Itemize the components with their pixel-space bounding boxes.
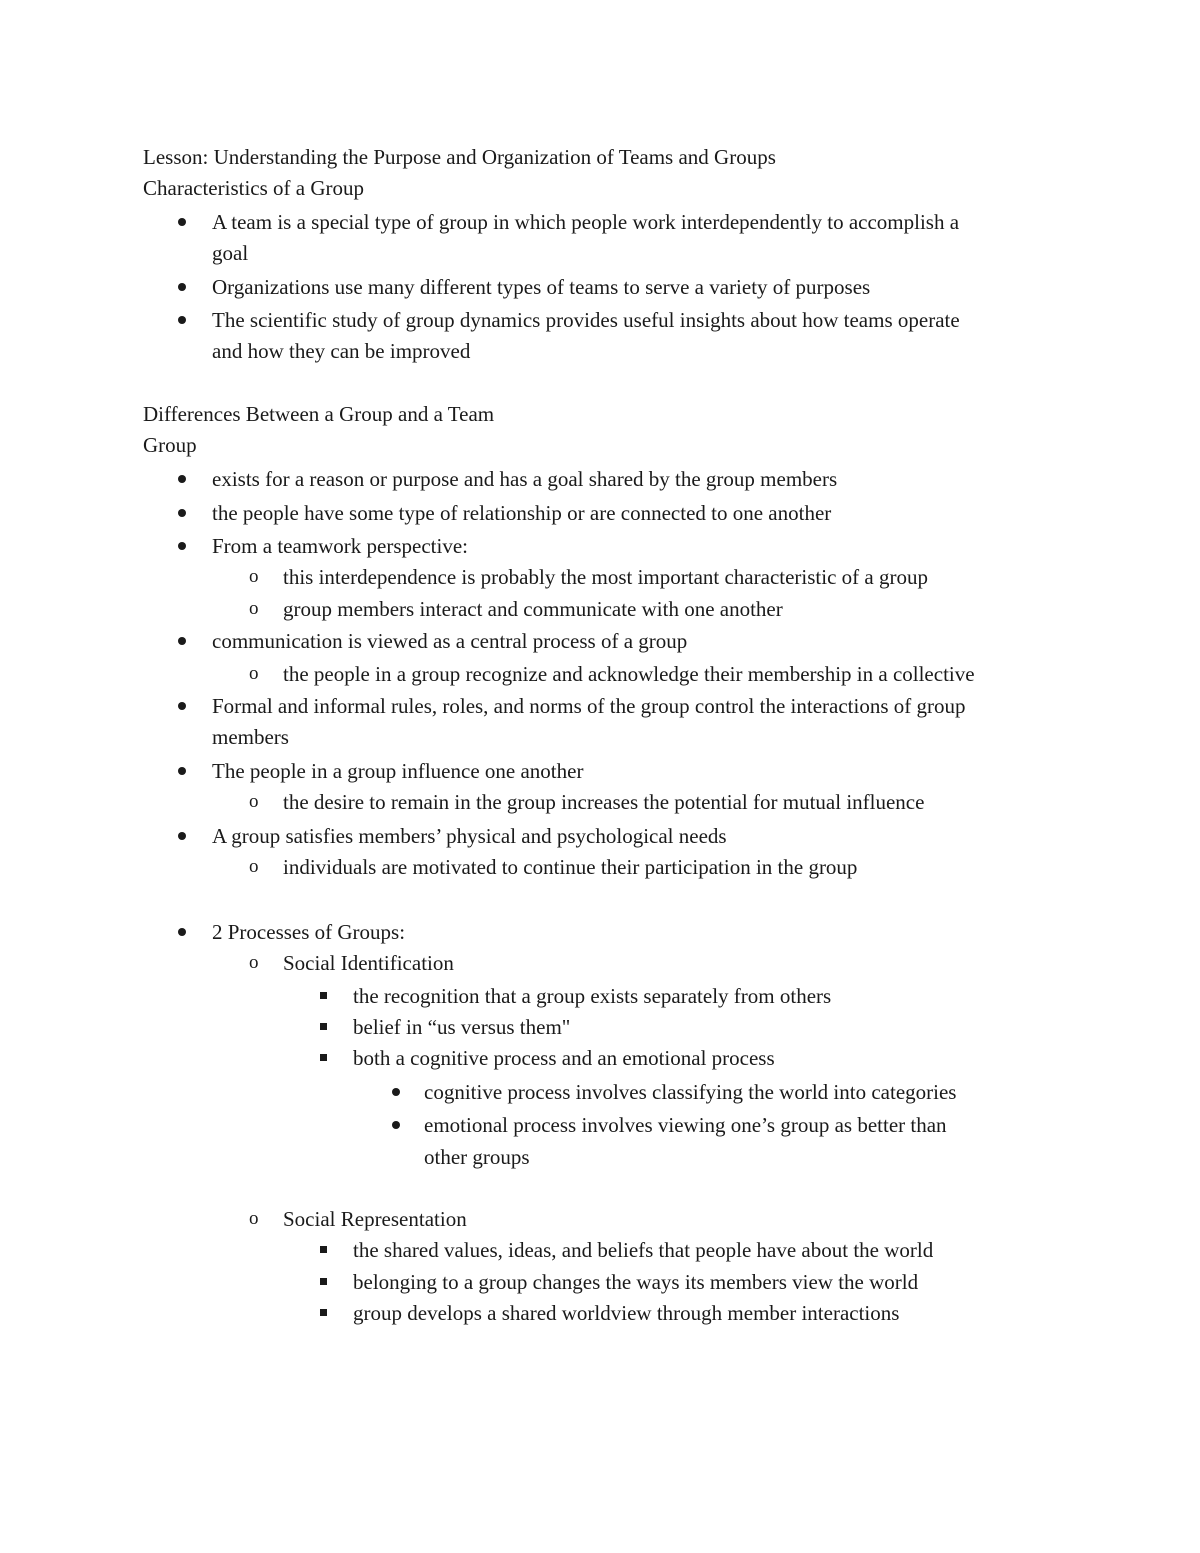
hollow-bullet-icon: o: [249, 1208, 259, 1229]
sub-sub-list-item: [0, 980, 1200, 1012]
list-item: [0, 755, 1200, 787]
list-item: [0, 206, 1200, 238]
sub-list-item: [0, 593, 1200, 625]
level4-list-item: [0, 1109, 1200, 1141]
list-item-text: The scientific study of group dynamics provides useful insights about how teams operate: [212, 308, 960, 332]
section-heading: Characteristics of a Group: [143, 176, 365, 200]
level4-list-item-text: cognitive process involves classifying the world into categories: [424, 1080, 957, 1104]
list-item: [0, 916, 1200, 948]
list-item-text: goal: [212, 241, 249, 265]
sub-sub-list-item: [0, 1297, 1200, 1329]
sub-sub-list-item-text: the shared values, ideas, and beliefs that people have about the world: [353, 1238, 934, 1262]
level4-list-item: [0, 1076, 1200, 1108]
list-item: [0, 463, 1200, 495]
list-item-continuation: [0, 237, 1200, 269]
lesson-title: Lesson: Understanding the Purpose and Organization of Teams and Groups: [143, 145, 776, 169]
list-item: [0, 530, 1200, 562]
sub-sub-list-item-text: belief in “us versus them": [353, 1015, 571, 1039]
sub-list-item: [0, 947, 1200, 979]
sub-list-item-text: this interdependence is probably the most important characteristic of a group: [283, 565, 928, 589]
sub-sub-list-item: [0, 1011, 1200, 1043]
subheading: Group: [143, 433, 197, 457]
list-item: [0, 820, 1200, 852]
hollow-bullet-icon: o: [249, 952, 259, 973]
list-item-text: the people have some type of relationship or are connected to one another: [212, 501, 832, 525]
level4-list-item-text: other groups: [424, 1145, 530, 1169]
list-item-text: exists for a reason or purpose and has a goal shared by the group members: [212, 467, 838, 491]
list-item-text: members: [212, 725, 289, 749]
list-item: [0, 304, 1200, 336]
hollow-bullet-icon: o: [249, 791, 259, 812]
sub-sub-list-item-text: group develops a shared worldview through member interactions: [353, 1301, 900, 1325]
sub-list-item-text: the desire to remain in the group increases the potential for mutual influence: [283, 790, 925, 814]
sub-sub-list-item: [0, 1234, 1200, 1266]
level4-list-item-continuation: [0, 1141, 1200, 1173]
sub-list-item-text: Social Representation: [283, 1207, 467, 1231]
list-item-text: and how they can be improved: [212, 339, 471, 363]
list-item: [0, 625, 1200, 657]
sub-sub-list-item-text: the recognition that a group exists separately from others: [353, 984, 832, 1008]
list-item: [0, 497, 1200, 529]
sub-list-item: [0, 1203, 1200, 1235]
section-heading-line: [0, 398, 1200, 430]
sub-sub-list-item: [0, 1042, 1200, 1074]
sub-sub-list-item-text: both a cognitive process and an emotional process: [353, 1046, 775, 1070]
sub-list-item-text: the people in a group recognize and acknowledge their membership in a collective: [283, 662, 975, 686]
list-item-text: Organizations use many different types of teams to serve a variety of purposes: [212, 275, 871, 299]
section-heading-line: [0, 172, 1200, 204]
sub-list-item-text: Social Identification: [283, 951, 454, 975]
list-item-continuation: [0, 335, 1200, 367]
list-item-continuation: [0, 721, 1200, 753]
section-heading: Differences Between a Group and a Team: [143, 402, 495, 426]
list-item-text: 2 Processes of Groups:: [212, 920, 406, 944]
list-item-text: The people in a group influence one another: [212, 759, 584, 783]
list-item: [0, 271, 1200, 303]
sub-sub-list-item-text: belonging to a group changes the ways its members view the world: [353, 1270, 919, 1294]
list-item-text: From a teamwork perspective:: [212, 534, 468, 558]
level4-list-item-text: emotional process involves viewing one’s group as better than: [424, 1113, 947, 1137]
sub-list-item-text: group members interact and communicate with one another: [283, 597, 783, 621]
sub-list-item: [0, 786, 1200, 818]
list-item-text: A team is a special type of group in which people work interdependently to accomplish a: [212, 210, 960, 234]
sub-list-item: [0, 851, 1200, 883]
hollow-bullet-icon: o: [249, 566, 259, 587]
subheading-line: [0, 429, 1200, 461]
sub-sub-list-item: [0, 1266, 1200, 1298]
hollow-bullet-icon: o: [249, 663, 259, 684]
sub-list-item-text: individuals are motivated to continue their participation in the group: [283, 855, 858, 879]
sub-list-item: [0, 658, 1200, 690]
list-item-text: Formal and informal rules, roles, and norms of the group control the interactions of group: [212, 694, 966, 718]
hollow-bullet-icon: o: [249, 598, 259, 619]
list-item: [0, 690, 1200, 722]
hollow-bullet-icon: o: [249, 856, 259, 877]
list-item-text: communication is viewed as a central process of a group: [212, 629, 688, 653]
list-item-text: A group satisfies members’ physical and psychological needs: [212, 824, 727, 848]
lesson-title-line: [0, 141, 1200, 173]
sub-list-item: [0, 561, 1200, 593]
